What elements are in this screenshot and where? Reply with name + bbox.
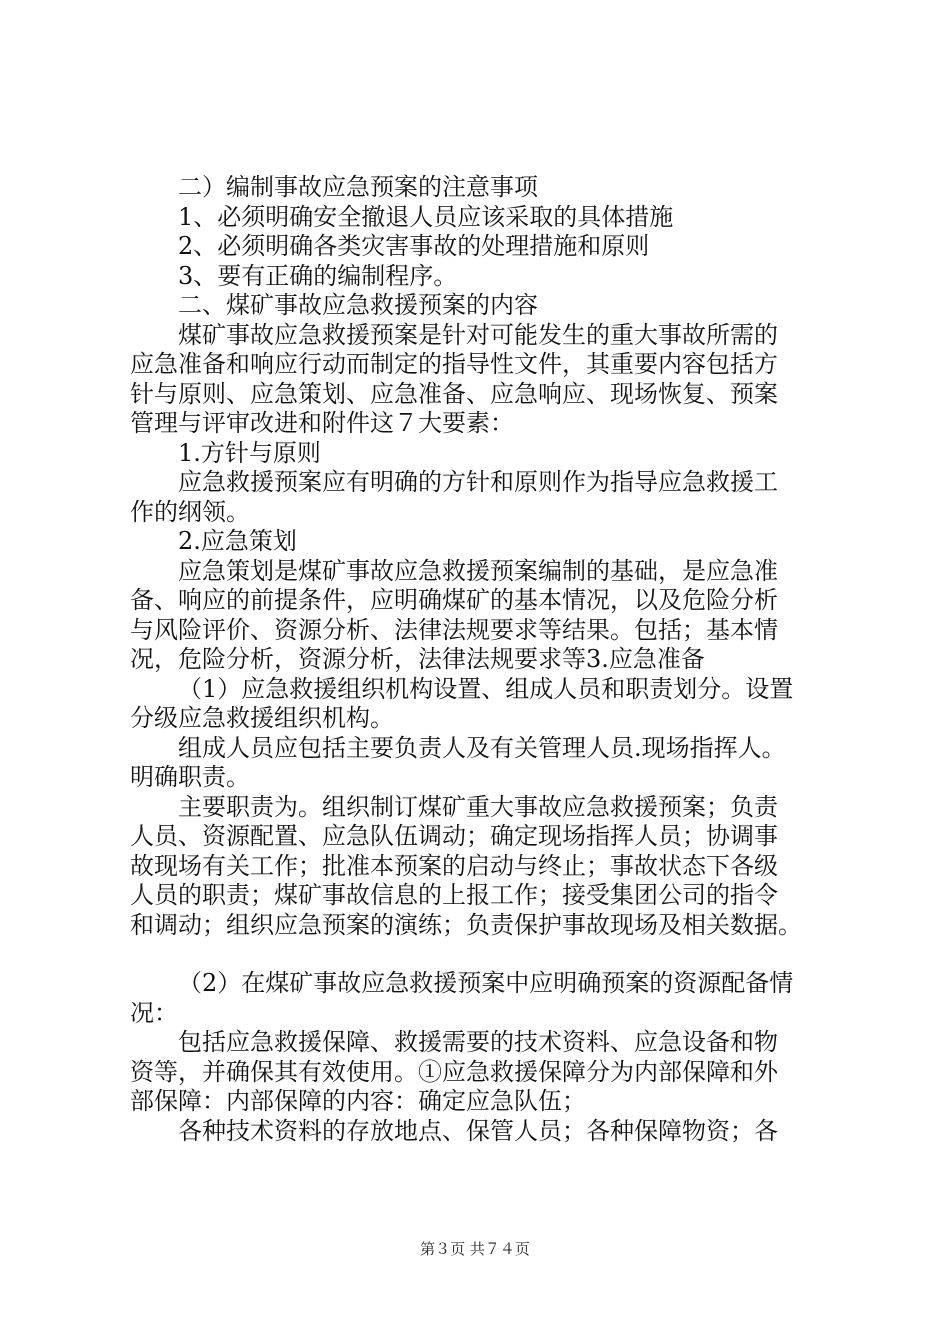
paragraph-line: 资等，并确保其有效使用。①应急救援保障分为内部保障和外 <box>130 1057 778 1086</box>
paragraph-line: 针与原则、应急策划、应急准备、应急响应、现场恢复、预案 <box>130 379 778 408</box>
paragraph-line: 故现场有关工作；批准本预案的启动与终止；事故状态下各级 <box>130 851 778 880</box>
list-item: 2、必须明确各类灾害事故的处理措施和原则 <box>178 232 650 260</box>
paragraph-line: 况，危险分析，资源分析，法律法规要求等3.应急准备 <box>130 645 705 673</box>
paragraph-line: 明确职责。 <box>130 763 250 791</box>
subsection-heading: 1.方针与原则 <box>178 438 321 467</box>
paragraph-line: 人员、资源配置、应急队伍调动；确定现场指挥人员；协调事 <box>130 822 778 850</box>
paragraph-line: 应急救援预案应有明确的方针和原则作为指导应急救援工 <box>178 468 778 496</box>
paragraph-line: 应急准备和响应行动而制定的指导性文件，其重要内容包括方 <box>130 350 778 378</box>
paragraph-line: 部保障：内部保障的内容：确定应急队伍； <box>130 1087 586 1115</box>
subsection-heading: 2.应急策划 <box>178 527 297 555</box>
paragraph-line: 况： <box>130 998 178 1027</box>
paragraph-line: 煤矿事故应急救援预案是针对可能发生的重大事故所需的 <box>178 320 778 349</box>
paragraph-line: 应急策划是煤矿事故应急救援预案编制的基础，是应急准 <box>178 556 778 585</box>
paragraph-line: 管理与评审改进和附件这７大要素： <box>130 409 514 437</box>
list-item: 3、要有正确的编制程序。 <box>178 261 458 290</box>
paragraph-line: 备、响应的前提条件，应明确煤矿的基本情况，以及危险分析 <box>130 586 778 614</box>
paragraph-line: 作的纲领。 <box>130 497 250 526</box>
paragraph-line: 包括应急救援保障、救援需要的技术资料、应急设备和物 <box>178 1028 778 1056</box>
paragraph-line: （1）应急救援组织机构设置、组成人员和职责划分。设置 <box>178 674 794 703</box>
paragraph-line: 与风险评价、资源分析、法律法规要求等结果。包括；基本情 <box>130 615 778 644</box>
paragraph-line: 和调动；组织应急预案的演练；负责保护事故现场及相关数据。 <box>130 910 802 939</box>
paragraph-line: 分级应急救援组织机构。 <box>130 704 394 732</box>
paragraph-line: 各种技术资料的存放地点、保管人员；各种保障物资；各 <box>178 1116 778 1145</box>
document-body <box>130 173 830 1146</box>
list-item: 1、必须明确安全撤退人员应该采取的具体措施 <box>178 202 674 231</box>
section-heading: 二、煤矿事故应急救援预案的内容 <box>178 291 538 319</box>
paragraph-line: 人员的职责；煤矿事故信息的上报工作；接受集团公司的指令 <box>130 881 778 909</box>
paragraph-line: 主要职责为。组织制订煤矿重大事故应急救援预案；负责 <box>178 792 778 821</box>
page-number-footer: 第３页 共７４页 <box>420 1240 530 1258</box>
section-heading: 二）编制事故应急预案的注意事项 <box>178 173 538 201</box>
paragraph-line: 组成人员应包括主要负责人及有关管理人员.现场指挥人。 <box>178 733 786 762</box>
paragraph-gap <box>130 940 830 969</box>
paragraph-line: （2）在煤矿事故应急救援预案中应明确预案的资源配备情 <box>178 969 794 997</box>
